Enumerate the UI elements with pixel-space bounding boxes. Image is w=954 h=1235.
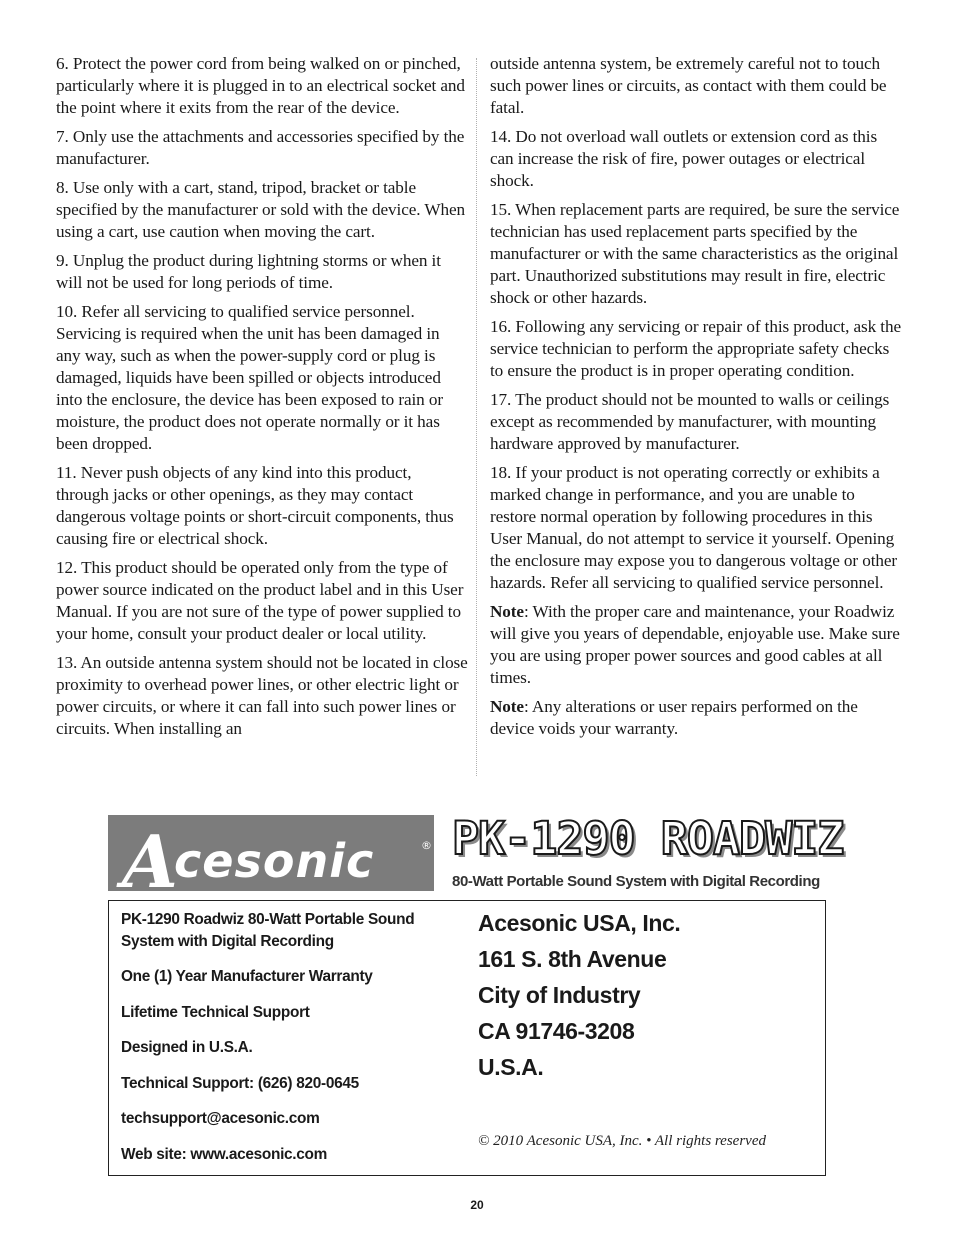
logo-initial: A [122, 819, 178, 891]
paragraph: 6. Protect the power cord from being walked on or pinched, particularly where it is plugged in to an electrical socket and the point where it exits from the rear of the device. [56, 54, 465, 117]
address-line: Acesonic USA, Inc. [478, 910, 681, 936]
product-title: PK-1290 ROADWIZ [452, 812, 844, 865]
info-item: One (1) Year Manufacturer Warranty [121, 968, 373, 985]
paragraph: 12. This product should be operated only from the type of power source indicated on the product label and in this User Manual. If you are not sure of the type of power supplied to your home, consult your product dealer or local utility. [56, 558, 464, 643]
note-label: Note [490, 697, 524, 716]
address-line: U.S.A. [478, 1054, 544, 1080]
paragraph: 11. Never push objects of any kind into this product, through jacks or other openings, as they may contact dangerous voltage points or short-circuit components, thus causing fire or electrical shock. [56, 463, 454, 548]
paragraph: 14. Do not overload wall outlets or extension cord as this can increase the risk of fire, power outages or electrical shock. [490, 127, 878, 190]
note-paragraph [490, 696, 902, 740]
right-text-column [490, 53, 902, 747]
product-info-list [121, 909, 441, 1179]
logo-text: cesonic [174, 834, 375, 888]
paragraph: 9. Unplug the product during lightning storms or when it will not be used for long periods of time. [56, 251, 441, 292]
paragraph: 15. When replacement parts are required, be sure the service technician has used replacement parts specified by the manufacturer or with the same characteristics as the original part. Unauthorized substitutions may result in fire, electric shock or other hazards. [490, 200, 900, 307]
registered-mark: ® [421, 839, 432, 852]
paragraph: 8. Use only with a cart, stand, tripod, bracket or table specified by the manufacturer or sold with the device. When using a cart, use caution when moving the cart. [56, 178, 466, 241]
note-label: Note [490, 602, 524, 621]
paragraph: outside antenna system, be extremely careful not to touch such power lines or circuits, as contact with them could be fatal. [490, 54, 887, 117]
acesonic-logo-mark [108, 815, 434, 891]
note-text: : With the proper care and maintenance, your Roadwiz will give you years of dependable, enjoyable use. Make sure you are using proper power sources and good cables at all times. [490, 602, 900, 687]
info-item: techsupport@acesonic.com [121, 1110, 320, 1127]
left-text-column [56, 53, 468, 747]
info-item: PK-1290 Roadwiz 80-Watt Portable Sound System with Digital Recording [121, 911, 415, 950]
address-line: 161 S. 8th Avenue [478, 946, 667, 972]
info-item: Lifetime Technical Support [121, 1003, 310, 1021]
column-divider [476, 58, 477, 776]
info-item: Web site: www.acesonic.com [121, 1145, 328, 1163]
address-line: City of Industry [478, 982, 641, 1008]
paragraph: 18. If your product is not operating correctly or exhibits a marked change in performance, and you are unable to restore normal operation by following procedures in this User Manual, do not attempt to service it yourself. Opening the enclosure may expose you to dangerous voltage or other hazards. Refer all servicing to qualified service personnel. [490, 463, 898, 592]
paragraph: 10. Refer all servicing to qualified service personnel. Servicing is required when the unit has been damaged in any way, such as when the power-supply cord or plug is damaged, liquids have been spilled or objects introduced into the enclosure, the device has been exposed to rain or moisture, the product does not operate normally or it has been dropped. [56, 302, 443, 453]
paragraph: 16. Following any servicing or repair of this product, ask the service technician to perform the appropriate safety checks to ensure the product is in proper operating condition. [490, 317, 901, 380]
paragraph: 17. The product should not be mounted to walls or ceilings except as recommended by manufacturer, with mounting hardware approved by manufacturer. [490, 390, 890, 453]
info-item: Designed in U.S.A. [121, 1039, 253, 1056]
product-subtitle: 80-Watt Portable Sound System with Digital Recording [452, 873, 820, 890]
info-item: Technical Support: (626) 820-0645 [121, 1074, 359, 1092]
copyright-notice: © 2010 Acesonic USA, Inc. • All rights reserved [478, 1133, 766, 1149]
acesonic-logo [108, 815, 434, 891]
company-address [478, 905, 680, 1085]
note-text: : Any alterations or user repairs performed on the device voids your warranty. [490, 697, 858, 738]
address-line: CA 91746-3208 [478, 1018, 635, 1044]
paragraph: 7. Only use the attachments and accessories specified by the manufacturer. [56, 127, 465, 168]
page-number: 20 [470, 1198, 484, 1212]
paragraph: 13. An outside antenna system should not be located in close proximity to overhead power lines, or other electric light or power circuits, or where it can fall into such power lines or circuits. When installing an [56, 653, 468, 738]
note-paragraph [490, 601, 902, 689]
